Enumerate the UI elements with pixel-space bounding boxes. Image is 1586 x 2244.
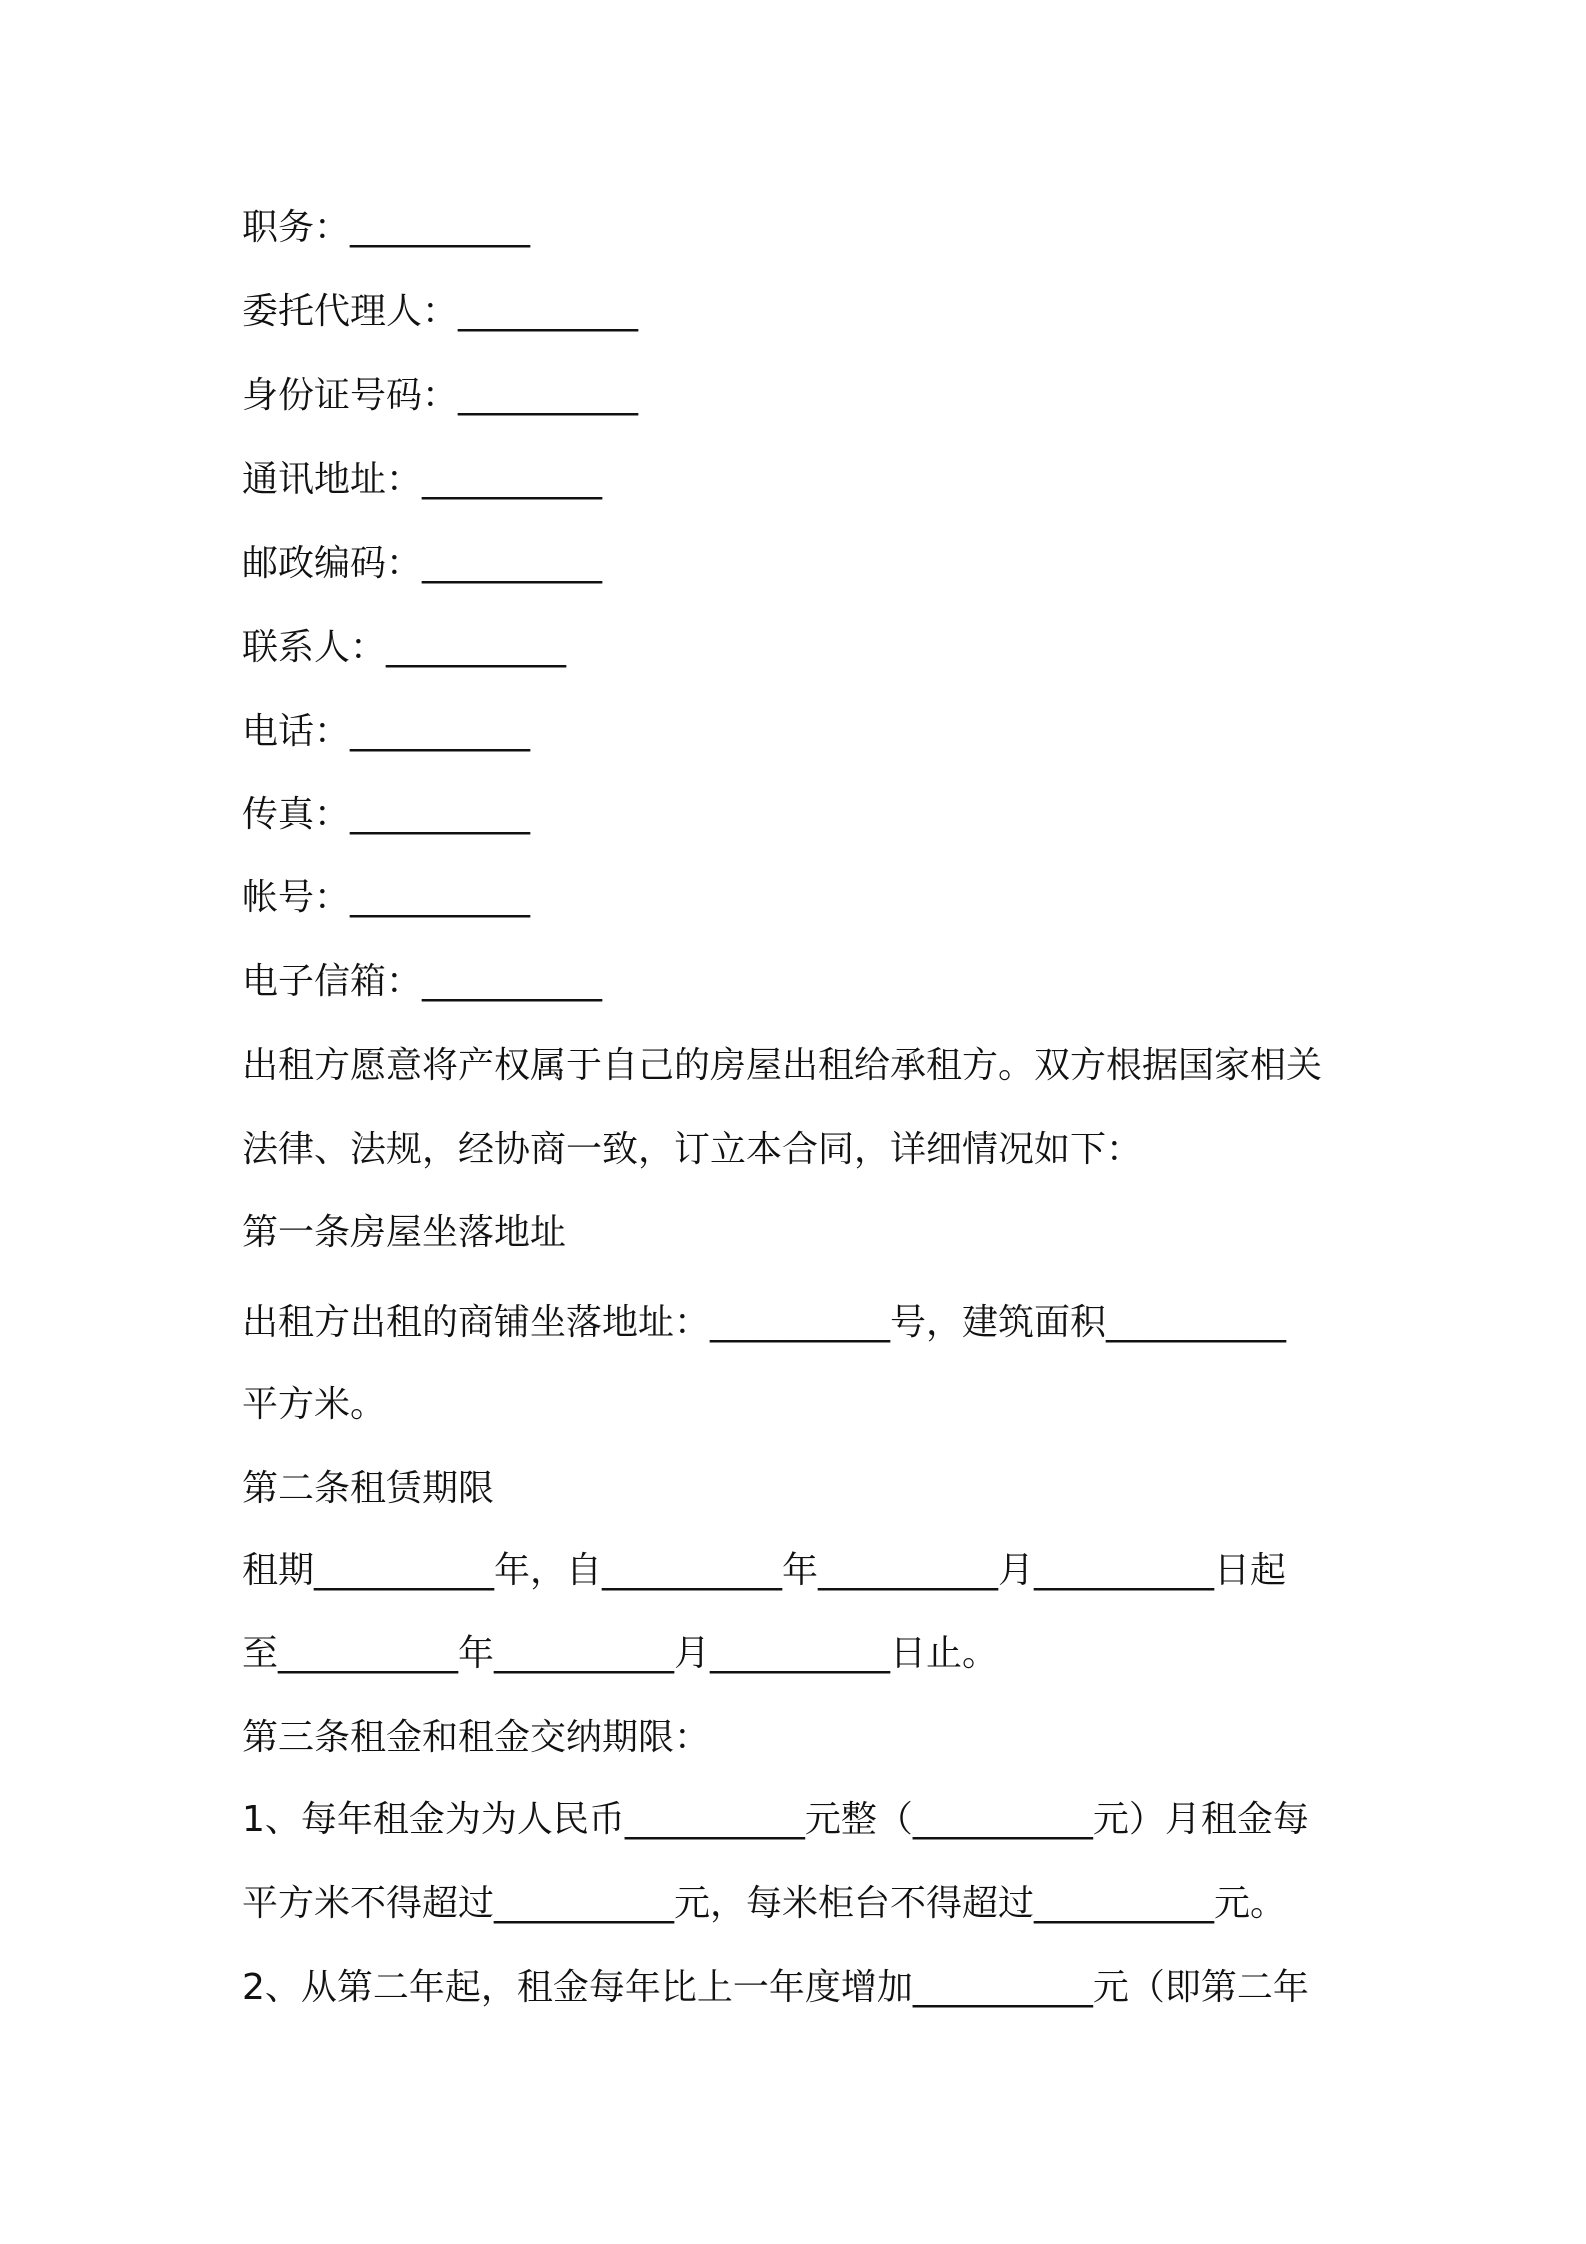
article-3-item-2-line-1 <box>242 1964 1372 2012</box>
field-position-text: 职务：__________ <box>242 207 531 248</box>
field-address <box>242 456 1372 504</box>
field-contact <box>242 624 1372 672</box>
field-phone <box>242 708 1372 756</box>
field-fax-text: 传真：__________ <box>242 794 531 835</box>
article-3-item-1-line-1 <box>242 1796 1372 1844</box>
intro-line-1-text: 出租方愿意将产权属于自己的房屋出租给承租方。双方根据国家相关 <box>242 1045 1323 1086</box>
article-1-line-1 <box>242 1299 1372 1347</box>
article-1-line-2 <box>242 1381 1372 1429</box>
article-2-line-2-text: 至__________年__________月__________日止。 <box>242 1633 999 1674</box>
article-3-item-1-line-2-text: 平方米不得超过__________元，每米柜台不得超过__________元。 <box>242 1883 1287 1924</box>
field-contact-text: 联系人：__________ <box>242 627 567 668</box>
field-account <box>242 874 1372 922</box>
intro-paragraph-line-2 <box>242 1126 1372 1174</box>
field-agent <box>242 288 1372 336</box>
article-2-heading-text: 第二条租赁期限 <box>242 1468 495 1509</box>
article-2-heading <box>242 1465 1372 1513</box>
article-1-heading-text: 第一条房屋坐落地址 <box>242 1212 567 1253</box>
article-3-item-1-line-2 <box>242 1880 1372 1928</box>
field-postcode <box>242 540 1372 588</box>
article-2-line-2 <box>242 1630 1372 1678</box>
intro-line-2-text: 法律、法规，经协商一致，订立本合同，详细情况如下： <box>242 1129 1143 1170</box>
field-address-text: 通讯地址：__________ <box>242 459 603 500</box>
field-phone-text: 电话：__________ <box>242 711 531 752</box>
article-1-line-2-text: 平方米。 <box>242 1384 387 1425</box>
article-3-item-2-line-1-text: 2、从第二年起，租金每年比上一年度增加__________元（即第二年 <box>242 1967 1309 2008</box>
article-3-item-1-line-1-text: 1、每年租金为为人民币__________元整（__________元）月租金每 <box>242 1799 1309 1840</box>
article-1-heading <box>242 1209 1372 1257</box>
field-agent-text: 委托代理人：__________ <box>242 291 639 332</box>
field-fax <box>242 791 1372 839</box>
article-3-heading-text: 第三条租金和租金交纳期限： <box>242 1717 711 1758</box>
field-id-number <box>242 372 1372 420</box>
intro-paragraph-line-1 <box>242 1042 1372 1090</box>
field-account-text: 帐号：__________ <box>242 877 531 918</box>
field-email-text: 电子信箱：__________ <box>242 961 603 1002</box>
field-postcode-text: 邮政编码：__________ <box>242 543 603 584</box>
article-1-line-1-text: 出租方出租的商铺坐落地址：__________号，建筑面积__________ <box>242 1302 1287 1343</box>
field-email <box>242 958 1372 1006</box>
article-3-heading <box>242 1714 1372 1762</box>
field-id-number-text: 身份证号码：__________ <box>242 375 639 416</box>
article-2-line-1 <box>242 1547 1372 1595</box>
article-2-line-1-text: 租期__________年，自__________年__________月__________日起 <box>242 1550 1287 1591</box>
field-position <box>242 204 1372 252</box>
